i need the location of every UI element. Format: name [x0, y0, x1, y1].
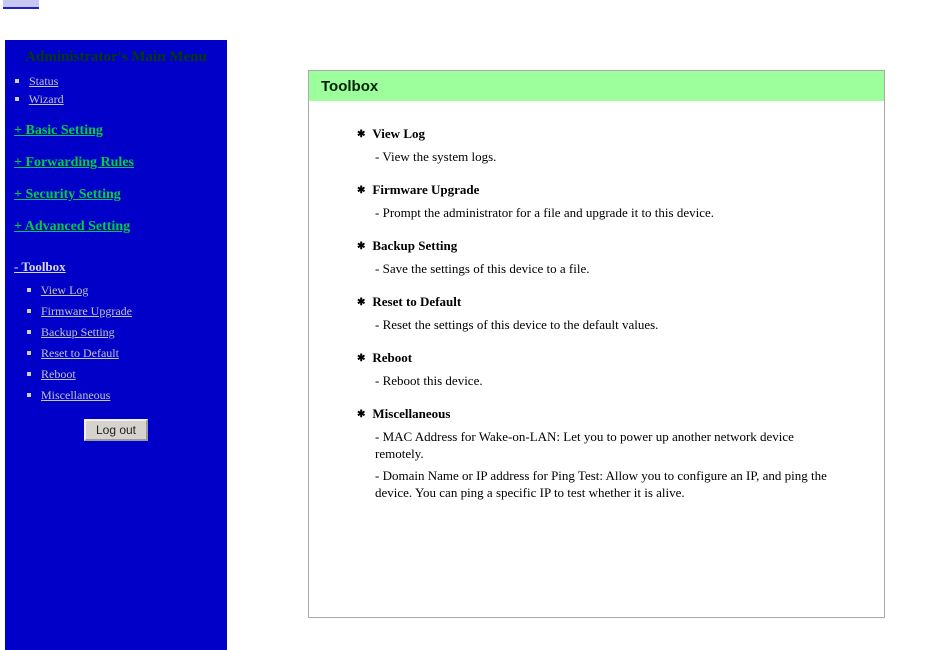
item-name: ✱ View Log: [357, 125, 844, 143]
item-description: - Domain Name or IP address for Ping Test: Allow you to configure an IP, and ping the device. You can ping a specific IP to test whether it is alive.: [375, 467, 844, 501]
item-name: ✱ Backup Setting: [357, 237, 844, 255]
sidebar-item-wizard-row: [15, 92, 227, 107]
sidebar: [5, 40, 227, 650]
square-bullet-icon: [27, 330, 31, 334]
square-bullet-icon: [15, 97, 19, 101]
square-bullet-icon: [15, 79, 19, 83]
sidebar-item-wizard[interactable]: Wizard: [28, 92, 64, 106]
sidebar-item-forwarding-rules[interactable]: + Forwarding Rules: [14, 155, 134, 170]
top-left-link[interactable]: [3, 0, 39, 9]
sidebar-item-status-row: [15, 74, 227, 89]
item-description: - Save the settings of this device to a file.: [375, 260, 844, 277]
sidebar-item-basic-setting[interactable]: + Basic Setting: [14, 123, 103, 138]
sidebar-subitem-row: [27, 346, 227, 361]
square-bullet-icon: [27, 351, 31, 355]
sidebar-top-links: [5, 74, 227, 107]
toolbox-item-reset-to-default: [357, 293, 844, 333]
sidebar-item-firmware-upgrade[interactable]: Firmware Upgrade: [41, 304, 132, 318]
sidebar-subitem-row: [27, 388, 227, 403]
toolbox-item-view-log: [357, 125, 844, 165]
item-description: - Reboot this device.: [375, 372, 844, 389]
square-bullet-icon: [27, 309, 31, 313]
sidebar-item-reset-to-default[interactable]: Reset to Default: [41, 346, 119, 360]
logout-button[interactable]: Log out: [84, 419, 148, 441]
item-name: ✱ Firmware Upgrade: [357, 181, 844, 199]
logout-area: [5, 419, 227, 441]
sidebar-subitem-row: [27, 325, 227, 340]
sidebar-item-toolbox[interactable]: - Toolbox: [14, 259, 66, 274]
sidebar-item-status[interactable]: Status: [29, 74, 59, 88]
item-description: - View the system logs.: [375, 148, 844, 165]
sidebar-toolbox-submenu: [5, 283, 227, 403]
toolbox-item-list: [309, 101, 884, 501]
item-description: - MAC Address for Wake-on-LAN: Let you to power up another network device remotely.: [375, 428, 844, 462]
sidebar-item-miscellaneous[interactable]: Miscellaneous: [41, 388, 111, 402]
sidebar-subitem-row: [27, 304, 227, 319]
page-title: Toolbox: [321, 77, 379, 95]
sidebar-item-view-log[interactable]: View Log: [40, 283, 89, 297]
content-panel: [308, 70, 885, 618]
square-bullet-icon: [27, 393, 31, 397]
sidebar-item-security-setting[interactable]: + Security Setting: [14, 187, 121, 202]
toolbox-item-reboot: [357, 349, 844, 389]
page-title-bar: [309, 71, 884, 101]
sidebar-subitem-row: [27, 367, 227, 382]
toolbox-item-backup-setting: [357, 237, 844, 277]
sidebar-item-reboot[interactable]: Reboot: [41, 367, 76, 381]
item-name: ✱ Reset to Default: [357, 293, 844, 311]
square-bullet-icon: [27, 372, 31, 376]
toolbox-item-firmware-upgrade: [357, 181, 844, 221]
sidebar-item-advanced-setting[interactable]: + Advanced Setting: [14, 219, 131, 234]
toolbox-item-miscellaneous: [357, 405, 844, 501]
item-description: - Reset the settings of this device to the default values.: [375, 316, 844, 333]
item-description: - Prompt the administrator for a file and upgrade it to this device.: [375, 204, 844, 221]
sidebar-title: Administrator's Main Menu: [25, 49, 207, 65]
sidebar-subitem-row: [27, 283, 227, 298]
item-name: ✱ Reboot: [357, 349, 844, 367]
sidebar-item-backup-setting[interactable]: Backup Setting: [41, 325, 115, 339]
item-name: ✱ Miscellaneous: [357, 405, 844, 423]
square-bullet-icon: [27, 288, 31, 292]
